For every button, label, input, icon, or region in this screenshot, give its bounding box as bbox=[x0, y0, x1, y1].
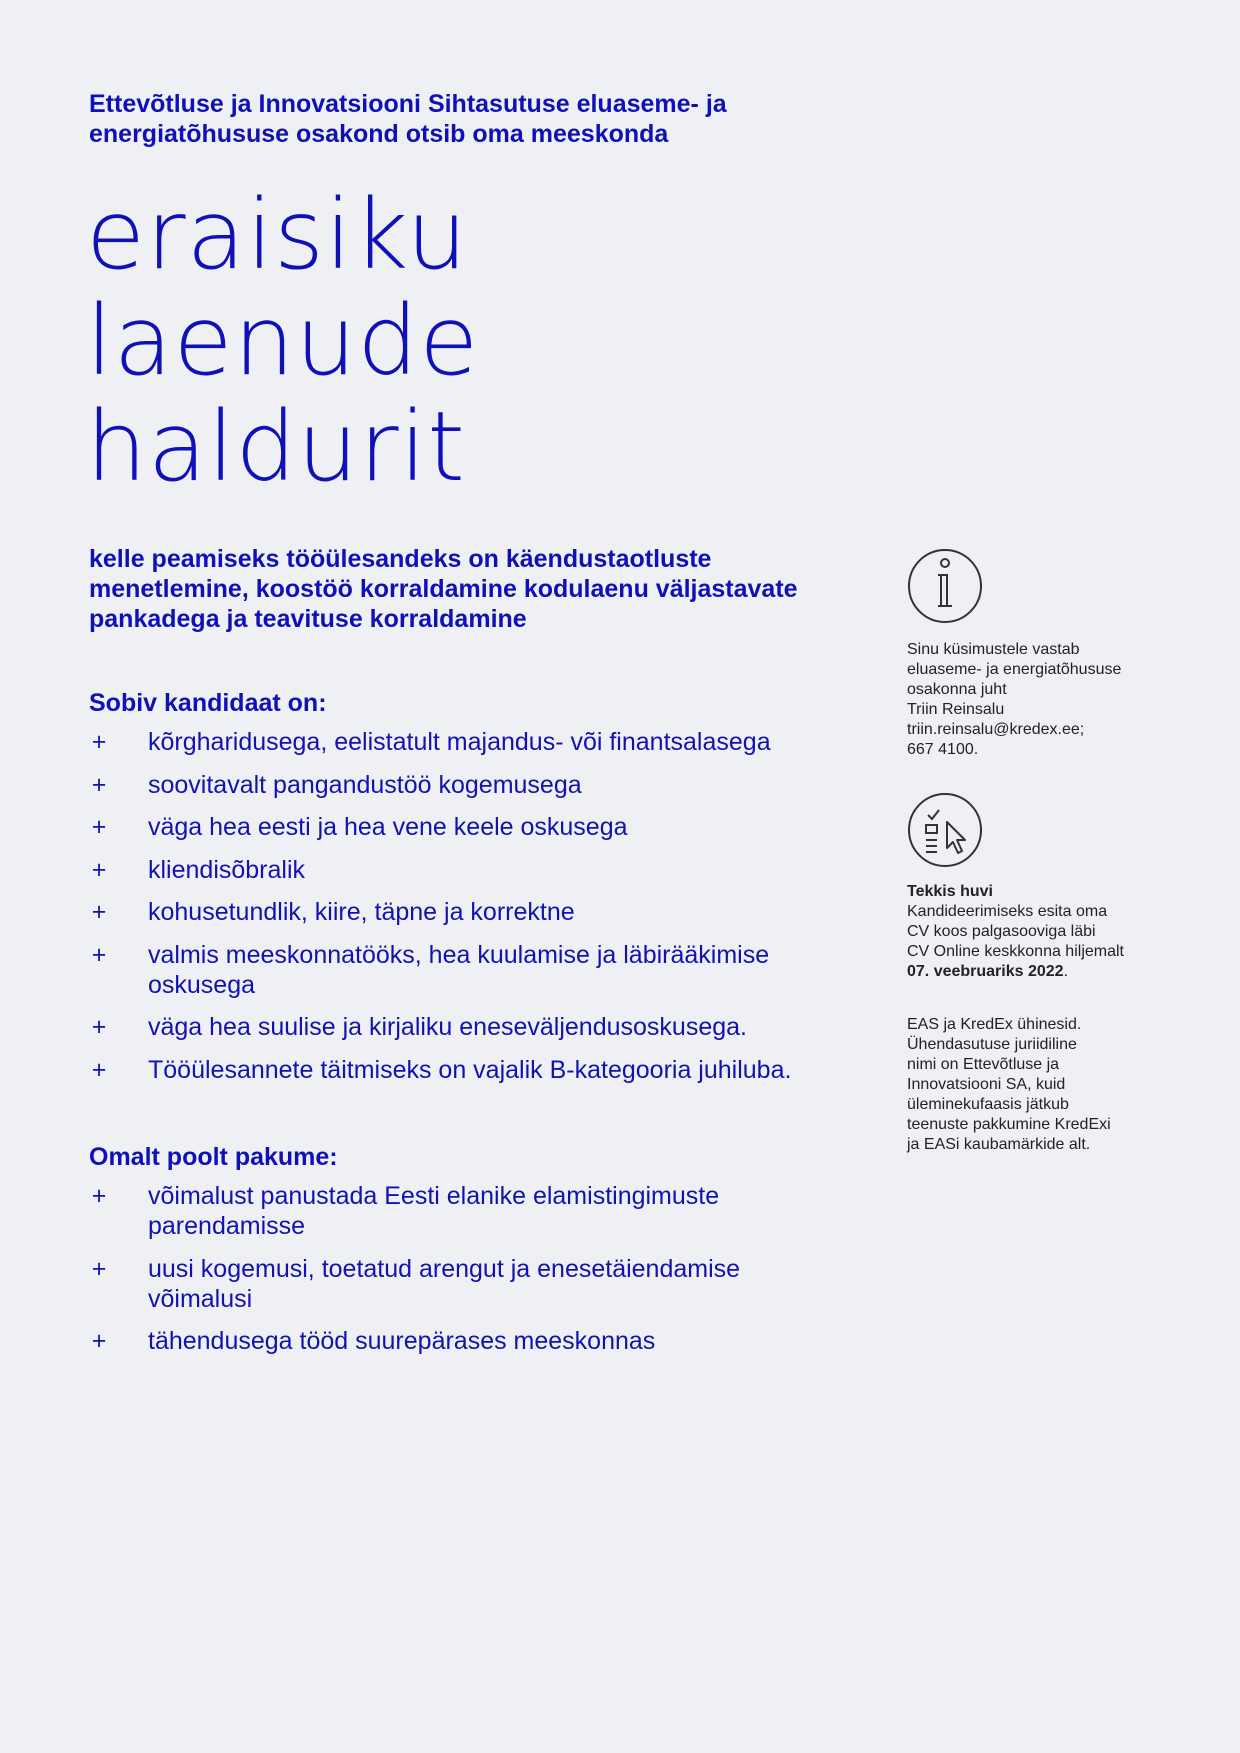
list-item bbox=[89, 727, 849, 757]
note-line: EAS ja KredEx ühinesid. bbox=[907, 1016, 1082, 1033]
list-item bbox=[89, 897, 849, 927]
job-title-line: eraisiku bbox=[86, 179, 469, 291]
plus-bullet: + bbox=[91, 1327, 107, 1355]
contact-line: Sinu küsimustele vastab bbox=[907, 641, 1080, 658]
list-item bbox=[89, 855, 849, 885]
note-line: ja EASi kaubamärkide alt. bbox=[907, 1136, 1091, 1153]
offer-heading: Omalt poolt pakume: bbox=[89, 1143, 338, 1171]
list-item bbox=[89, 1181, 749, 1241]
apply-heading: Tekkis huvi bbox=[907, 883, 993, 900]
list-item bbox=[89, 1326, 749, 1356]
intro-line: Ettevõtluse ja Innovatsiooni Sihtasutuse eluaseme- ja bbox=[89, 90, 727, 118]
summary-line: pankadega ja teavituse korraldamine bbox=[89, 605, 527, 633]
plus-bullet: + bbox=[91, 1182, 107, 1210]
apply-line: CV Online keskkonna hiljemalt bbox=[907, 943, 1124, 960]
merger-note bbox=[907, 1015, 1147, 1155]
checklist-cursor-icon bbox=[907, 792, 1147, 868]
offer-list bbox=[89, 1181, 749, 1356]
summary-line: kelle peamiseks tööülesandeks on käendustaotluste bbox=[89, 545, 712, 573]
contact-line: eluaseme- ja energiatõhususe bbox=[907, 661, 1122, 678]
list-item bbox=[89, 1012, 849, 1042]
list-item bbox=[89, 812, 849, 842]
note-line: teenuste pakkumine KredExi bbox=[907, 1116, 1111, 1133]
contact-block bbox=[907, 548, 1147, 760]
plus-bullet: + bbox=[91, 898, 107, 926]
job-title-line: haldurit bbox=[86, 391, 466, 503]
contact-name: Triin Reinsalu bbox=[907, 701, 1005, 718]
plus-bullet: + bbox=[91, 940, 107, 969]
list-item-text: kohusetundlik, kiire, täpne ja korrektne bbox=[148, 898, 575, 926]
apply-line: CV koos palgasooviga läbi bbox=[907, 923, 1096, 940]
list-item bbox=[89, 940, 849, 1000]
candidate-list bbox=[89, 727, 849, 1085]
apply-line: Kandideerimiseks esita oma bbox=[907, 903, 1108, 920]
list-item-text: uusi kogemusi, toetatud arengut ja enesetäiendamise võimalusi bbox=[148, 1254, 741, 1313]
plus-bullet: + bbox=[91, 855, 107, 884]
summary-line: menetlemine, koostöö korraldamine kodulaenu väljastavate bbox=[89, 575, 798, 603]
apply-block bbox=[907, 792, 1147, 982]
note-line: nimi on Ettevõtluse ja bbox=[907, 1056, 1060, 1073]
apply-deadline: 07. veebruariks 2022 bbox=[907, 963, 1064, 980]
list-item-text: Tööülesannete täitmiseks on vajalik B-kategooria juhiluba. bbox=[148, 1055, 792, 1084]
list-item bbox=[89, 770, 849, 800]
plus-bullet: + bbox=[91, 770, 107, 799]
job-summary bbox=[89, 544, 849, 634]
list-item-text: võimalust panustada Eesti elanike elamistingimuste parendamisse bbox=[148, 1182, 720, 1240]
plus-bullet: + bbox=[91, 1254, 107, 1283]
contact-line: osakonna juht bbox=[907, 681, 1007, 698]
info-icon bbox=[907, 548, 1147, 624]
list-item-text: väga hea suulise ja kirjaliku eneseväljendusoskusega. bbox=[148, 1013, 747, 1041]
list-item-text: tähendusega tööd suurepärases meeskonnas bbox=[148, 1327, 656, 1355]
job-title-line: laenude bbox=[86, 285, 480, 397]
contact-phone: 667 4100. bbox=[907, 741, 979, 758]
plus-bullet: + bbox=[91, 1055, 107, 1084]
note-line: üleminekufaasis jätkub bbox=[907, 1096, 1069, 1113]
candidate-section bbox=[89, 688, 849, 1097]
list-item bbox=[89, 1055, 849, 1085]
note-line: Innovatsiooni SA, kuid bbox=[907, 1076, 1066, 1093]
job-title bbox=[86, 179, 480, 503]
list-item-text: kõrgharidusega, eelistatult majandus- või finantsalasega bbox=[148, 728, 771, 756]
list-item-text: kliendisõbralik bbox=[148, 855, 306, 884]
apply-period: . bbox=[1063, 963, 1069, 980]
intro-heading bbox=[89, 89, 849, 149]
note-line: Ühendasutuse juriidiline bbox=[907, 1036, 1077, 1053]
plus-bullet: + bbox=[91, 728, 107, 756]
list-item bbox=[89, 1254, 749, 1314]
list-item-text: valmis meeskonnatööks, hea kuulamise ja läbirääkimise oskusega bbox=[148, 940, 770, 999]
candidate-heading: Sobiv kandidaat on: bbox=[89, 689, 327, 717]
plus-bullet: + bbox=[91, 1013, 107, 1041]
list-item-text: väga hea eesti ja hea vene keele oskusega bbox=[148, 813, 628, 841]
intro-line: energiatõhususe osakond otsib oma meeskonda bbox=[89, 120, 669, 148]
contact-email[interactable]: triin.reinsalu@kredex.ee; bbox=[907, 721, 1085, 738]
offer-section bbox=[89, 1142, 849, 1369]
plus-bullet: + bbox=[91, 813, 107, 841]
list-item-text: soovitavalt pangandustöö kogemusega bbox=[148, 770, 582, 799]
